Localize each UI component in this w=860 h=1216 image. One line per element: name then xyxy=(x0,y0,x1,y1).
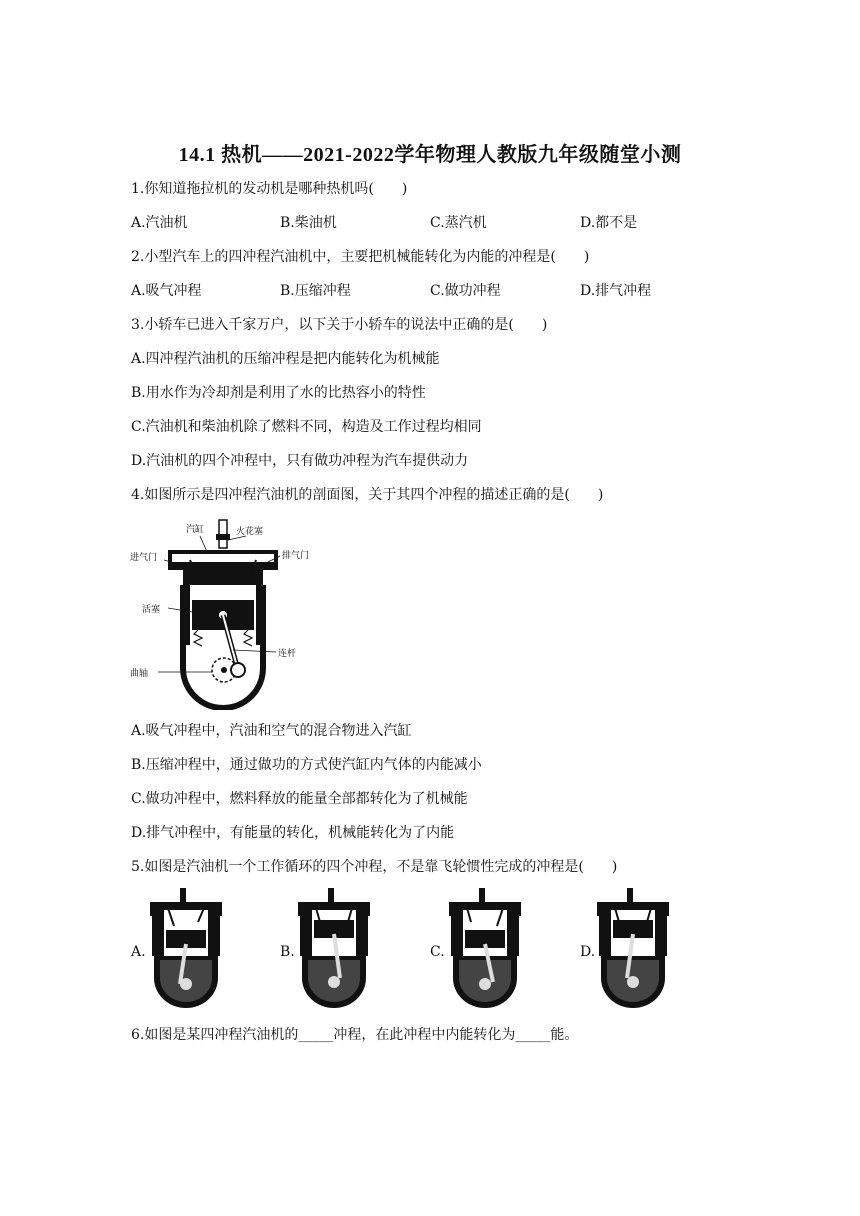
question-4-option-b[interactable]: B.压缩冲程中，通过做功的方式使汽缸内气体的内能减小 xyxy=(131,757,482,773)
question-6-stem: 6.如图是某四冲程汽油机的_____冲程，在此冲程中内能转化为_____能。 xyxy=(131,1027,579,1043)
stroke-diagram-d xyxy=(593,886,673,1010)
question-4-option-d[interactable]: D.排气冲程中，有能量的转化，机械能转化为了内能 xyxy=(131,825,455,841)
label-piston: 活塞 xyxy=(142,605,161,615)
question-2-option-c[interactable]: C.做功冲程 xyxy=(430,283,501,299)
question-4-option-a[interactable]: A.吸气冲程中，汽油和空气的混合物进入汽缸 xyxy=(131,723,412,739)
question-3-option-d[interactable]: D.汽油机的四个冲程中，只有做功冲程为汽车提供动力 xyxy=(131,453,469,469)
question-2-stem: 2.小型汽车上的四冲程汽油机中，主要把机械能转化为内能的冲程是( ) xyxy=(131,249,590,265)
question-4-stem: 4.如图所示是四冲程汽油机的剖面图，关于其四个冲程的描述正确的是( ) xyxy=(131,487,604,503)
label-connecting-rod: 连杆 xyxy=(278,649,297,659)
label-crankshaft: 曲轴 xyxy=(130,669,149,679)
question-2-option-b[interactable]: B.压缩冲程 xyxy=(280,283,351,299)
engine-cross-section-figure xyxy=(128,510,328,710)
question-3-stem: 3.小轿车已进入千家万户，以下关于小轿车的说法中正确的是( ) xyxy=(131,317,548,333)
question-1-option-d[interactable]: D.都不是 xyxy=(580,215,638,231)
label-spark-plug: 火花塞 xyxy=(236,527,264,537)
question-3-option-a[interactable]: A.四冲程汽油机的压缩冲程是把内能转化为机械能 xyxy=(131,351,440,367)
question-2-option-a[interactable]: A.吸气冲程 xyxy=(131,283,202,299)
question-1-option-c[interactable]: C.蒸汽机 xyxy=(430,215,487,231)
question-1-stem: 1.你知道拖拉机的发动机是哪种热机吗( ) xyxy=(131,181,408,197)
label-intake-valve: 进气门 xyxy=(130,553,158,563)
question-5-stem: 5.如图是汽油机一个工作循环的四个冲程，不是靠飞轮惯性完成的冲程是( ) xyxy=(131,859,618,875)
question-3-option-b[interactable]: B.用水作为冷却剂是利用了水的比热容小的特性 xyxy=(131,385,426,401)
stroke-diagram-c xyxy=(445,886,525,1010)
question-3-option-c[interactable]: C.汽油机和柴油机除了燃料不同，构造及工作过程均相同 xyxy=(131,419,482,435)
label-cylinder: 汽缸 xyxy=(186,525,205,535)
question-5-option-d[interactable]: D. xyxy=(580,944,596,960)
question-1-option-b[interactable]: B.柴油机 xyxy=(280,215,337,231)
stroke-diagram-b xyxy=(294,886,374,1010)
stroke-diagram-a xyxy=(146,886,226,1010)
label-exhaust-valve: 排气门 xyxy=(282,551,310,561)
question-5-option-a[interactable]: A. xyxy=(131,944,146,960)
question-5-option-b[interactable]: B. xyxy=(280,944,295,960)
question-4-option-c[interactable]: C.做功冲程中，燃料释放的能量全部都转化为了机械能 xyxy=(131,791,468,807)
question-1-option-a[interactable]: A.汽油机 xyxy=(131,215,188,231)
question-5-option-c[interactable]: C. xyxy=(430,944,445,960)
page-title: 14.1 热机——2021-2022学年物理人教版九年级随堂小测 xyxy=(178,144,682,166)
question-2-option-d[interactable]: D.排气冲程 xyxy=(580,283,652,299)
